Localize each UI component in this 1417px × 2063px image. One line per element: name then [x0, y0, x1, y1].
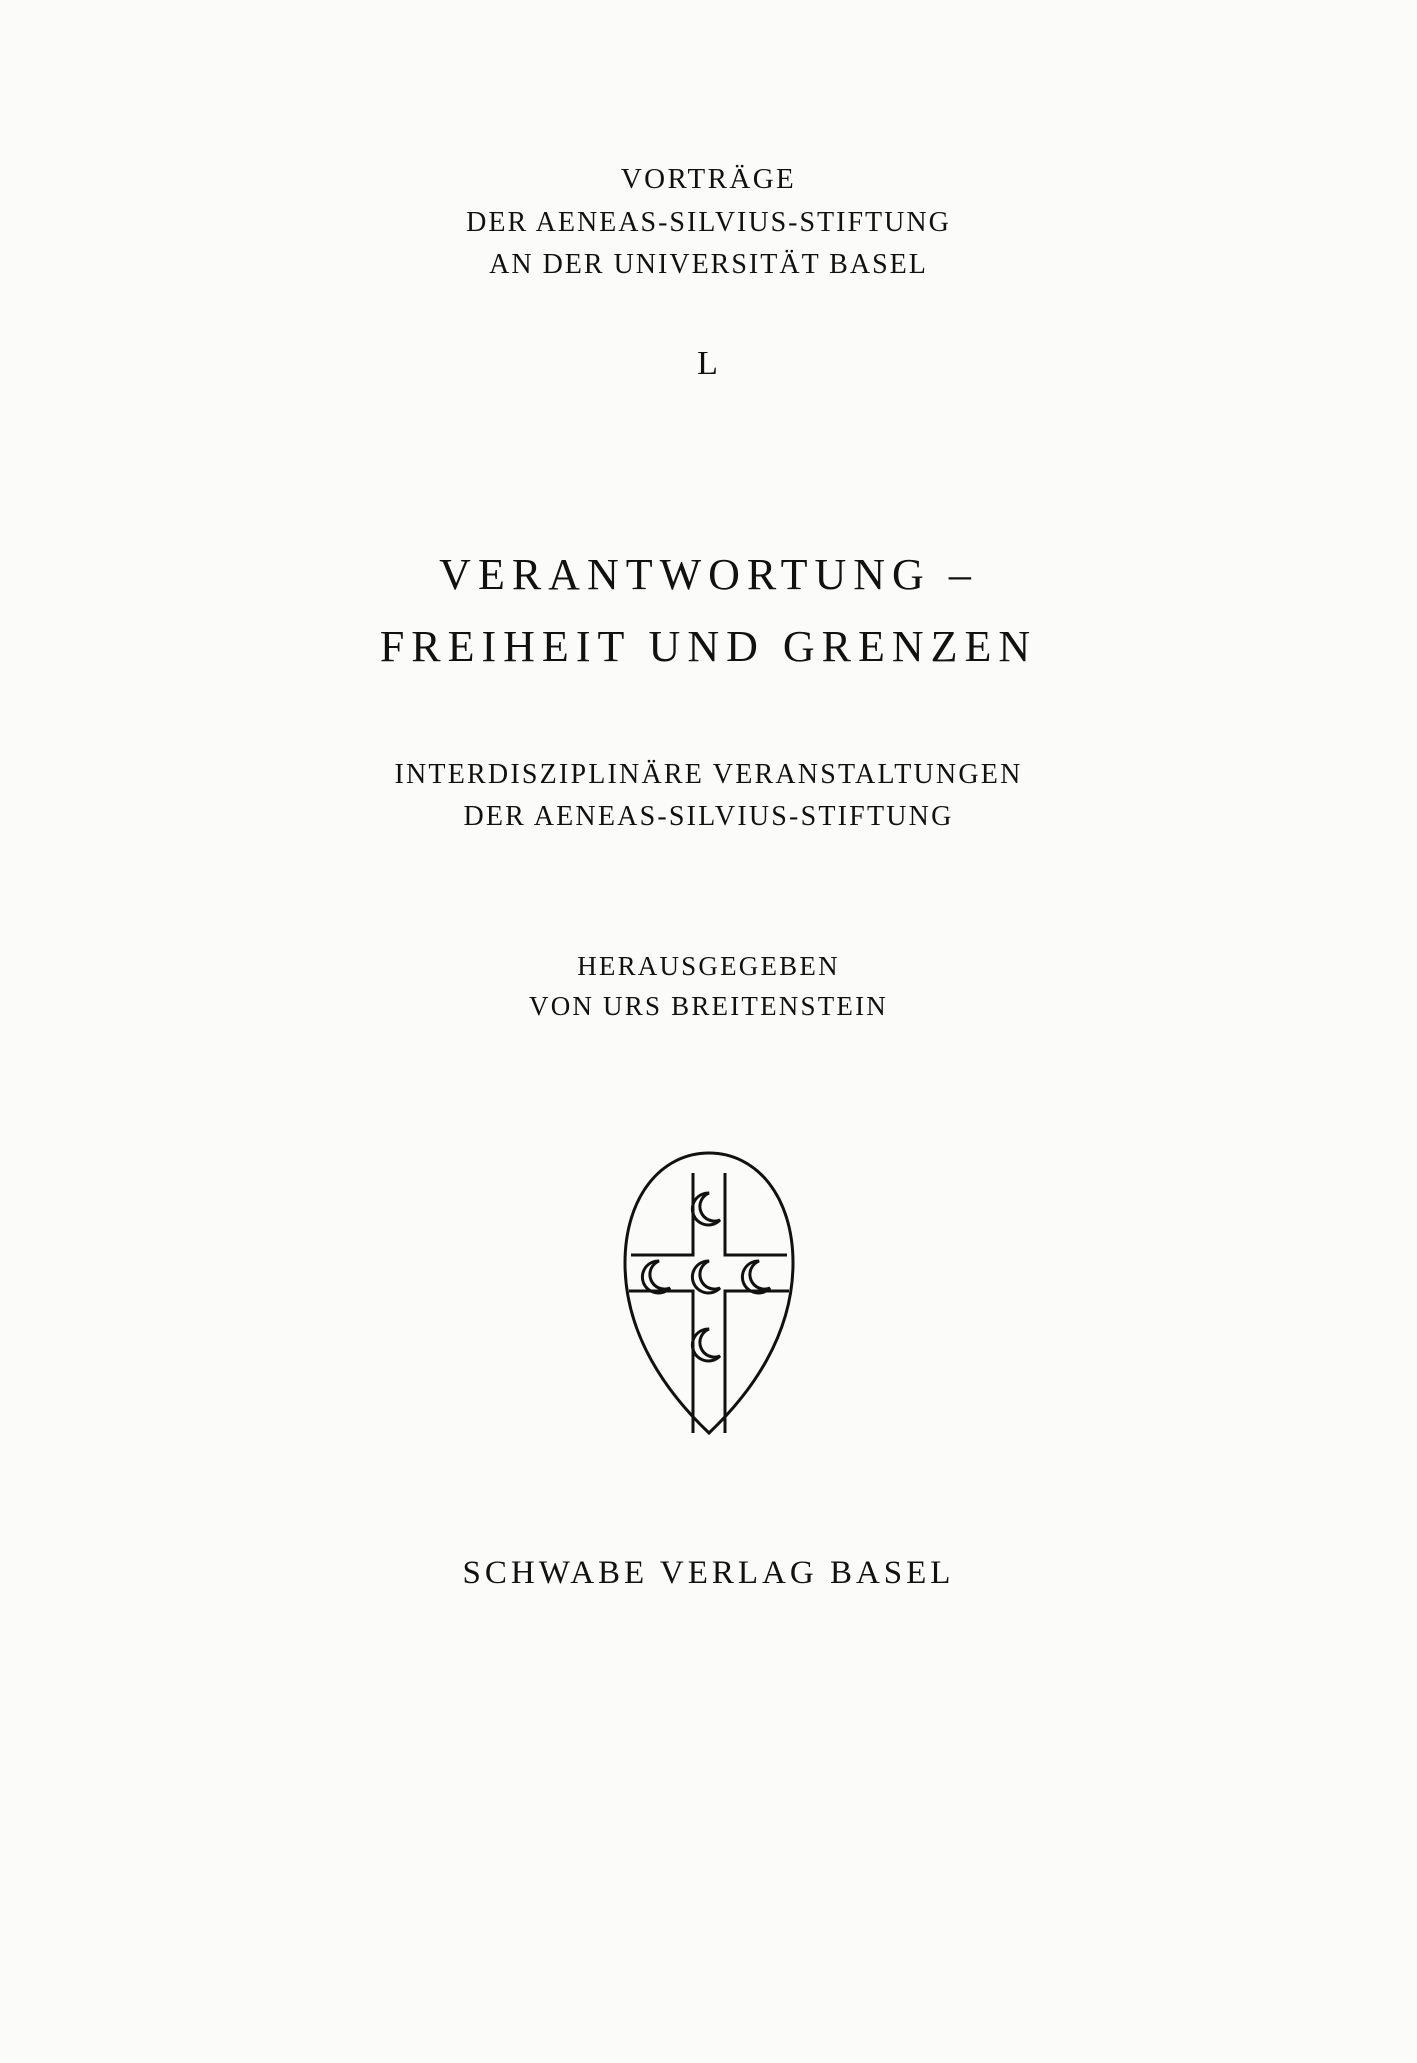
editor-statement: [529, 946, 888, 1027]
title-line-2: FREIHEIT UND GRENZEN: [379, 622, 1038, 672]
series-volume-number: L: [697, 344, 720, 382]
subtitle-line-2: DER AENEAS-SILVIUS-STIFTUNG: [463, 800, 954, 832]
subtitle-line-1: INTERDISZIPLINÄRE VERANSTALTUNGEN: [394, 758, 1023, 790]
editor-line-2: VON URS BREITENSTEIN: [529, 991, 888, 1022]
series-line-2: DER AENEAS-SILVIUS-STIFTUNG: [466, 206, 951, 238]
editor-line-1: HERAUSGEGEBEN: [577, 950, 840, 981]
series-block: [466, 158, 951, 389]
main-title: [380, 539, 1037, 684]
subtitle: [394, 754, 1022, 838]
publisher-name: SCHWABE VERLAG BASEL: [462, 1554, 955, 1591]
series-line-3: AN DER UNIVERSITÄT BASEL: [489, 248, 928, 280]
series-line-1: VORTRÄGE: [620, 163, 797, 195]
title-line-1: VERANTWORTUNG –: [439, 549, 978, 599]
basel-shield-crescents-icon: [609, 1145, 809, 1445]
